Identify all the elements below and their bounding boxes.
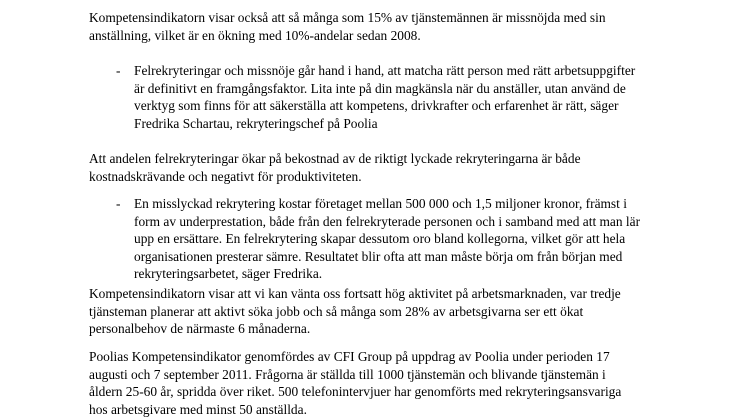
text-line: organisationen presterar sämre. Resultatet blir ofta att man måste börja om från början med — [134, 248, 623, 264]
text-line: Att andelen felrekryteringar ökar på bekostnad av de riktigt lyckade rekryteringarna är både — [89, 151, 581, 166]
text-line: Fredrika Schartau, rekryteringschef på Poolia — [134, 115, 378, 131]
paragraph-1 — [89, 9, 709, 44]
text-line: rekryteringsarbetet, säger Fredrika. — [134, 266, 323, 281]
bullet-text — [134, 62, 635, 132]
text-line: En misslyckad rekrytering kostar företaget mellan 500 000 och 1,5 miljoner kronor, främst i — [134, 196, 627, 211]
paragraph-2 — [89, 150, 709, 185]
text-line: kostnadskrävande och negativt för produktiviteten. — [89, 168, 362, 184]
text-line: anställning, vilket är en ökning med 10%-andelar sedan 2008. — [89, 27, 421, 43]
text-line: Poolias Kompetensindikator genomfördes av CFI Group på uppdrag av Poolia under perioden 17 — [89, 349, 610, 364]
text-line: verktyg som finns för att säkerställa att kompetens, drivkrafter och erfarenhet är rätt, säger — [134, 98, 619, 113]
text-line: åldern 25-60 år, spridda över riket. 500 telefonintervjuer har genomförts med rekryteringsansvariga — [89, 384, 622, 399]
bullet-text — [134, 195, 640, 283]
text-line: Felrekryteringar och missnöje går hand i hand, att matcha rätt person med rätt arbetsuppgifter — [134, 63, 636, 78]
paragraph-4 — [89, 348, 709, 418]
text-line: hos arbetsgivare med minst 50 anställda. — [89, 401, 307, 417]
text-line: Kompetensindikatorn visar att vi kan vänta oss fortsatt hög aktivitet på arbetsmarknaden, var tredje — [89, 286, 621, 301]
text-line: upp en ersättare. En felrekrytering skapar dessutom oro bland kollegorna, vilket gör att hela — [134, 231, 626, 246]
paragraph-3 — [89, 285, 709, 338]
text-line: augusti och 7 september 2011. Frågorna är ställda till 1000 tjänstemän och blivande tjänstemän i — [89, 366, 606, 382]
text-line: form av underprestation, både från den felrekryterade personen och i samband med att man lär — [134, 213, 641, 229]
bullet-dash: - — [116, 196, 121, 211]
bullet-dash: - — [116, 63, 121, 78]
text-line: är definitivt en framgångsfaktor. Lita inte på din magkänsla när du anställer, utan använd de — [134, 80, 626, 96]
text-line: tjänsteman planerar att aktivt söka jobb och så många som 28% av arbetsgivarna ser ett ökat — [89, 303, 584, 319]
text-line: personalbehov de närmaste 6 månaderna. — [89, 321, 311, 336]
text-line: Kompetensindikatorn visar också att så många som 15% av tjänstemännen är missnöjda med sin — [89, 10, 606, 25]
